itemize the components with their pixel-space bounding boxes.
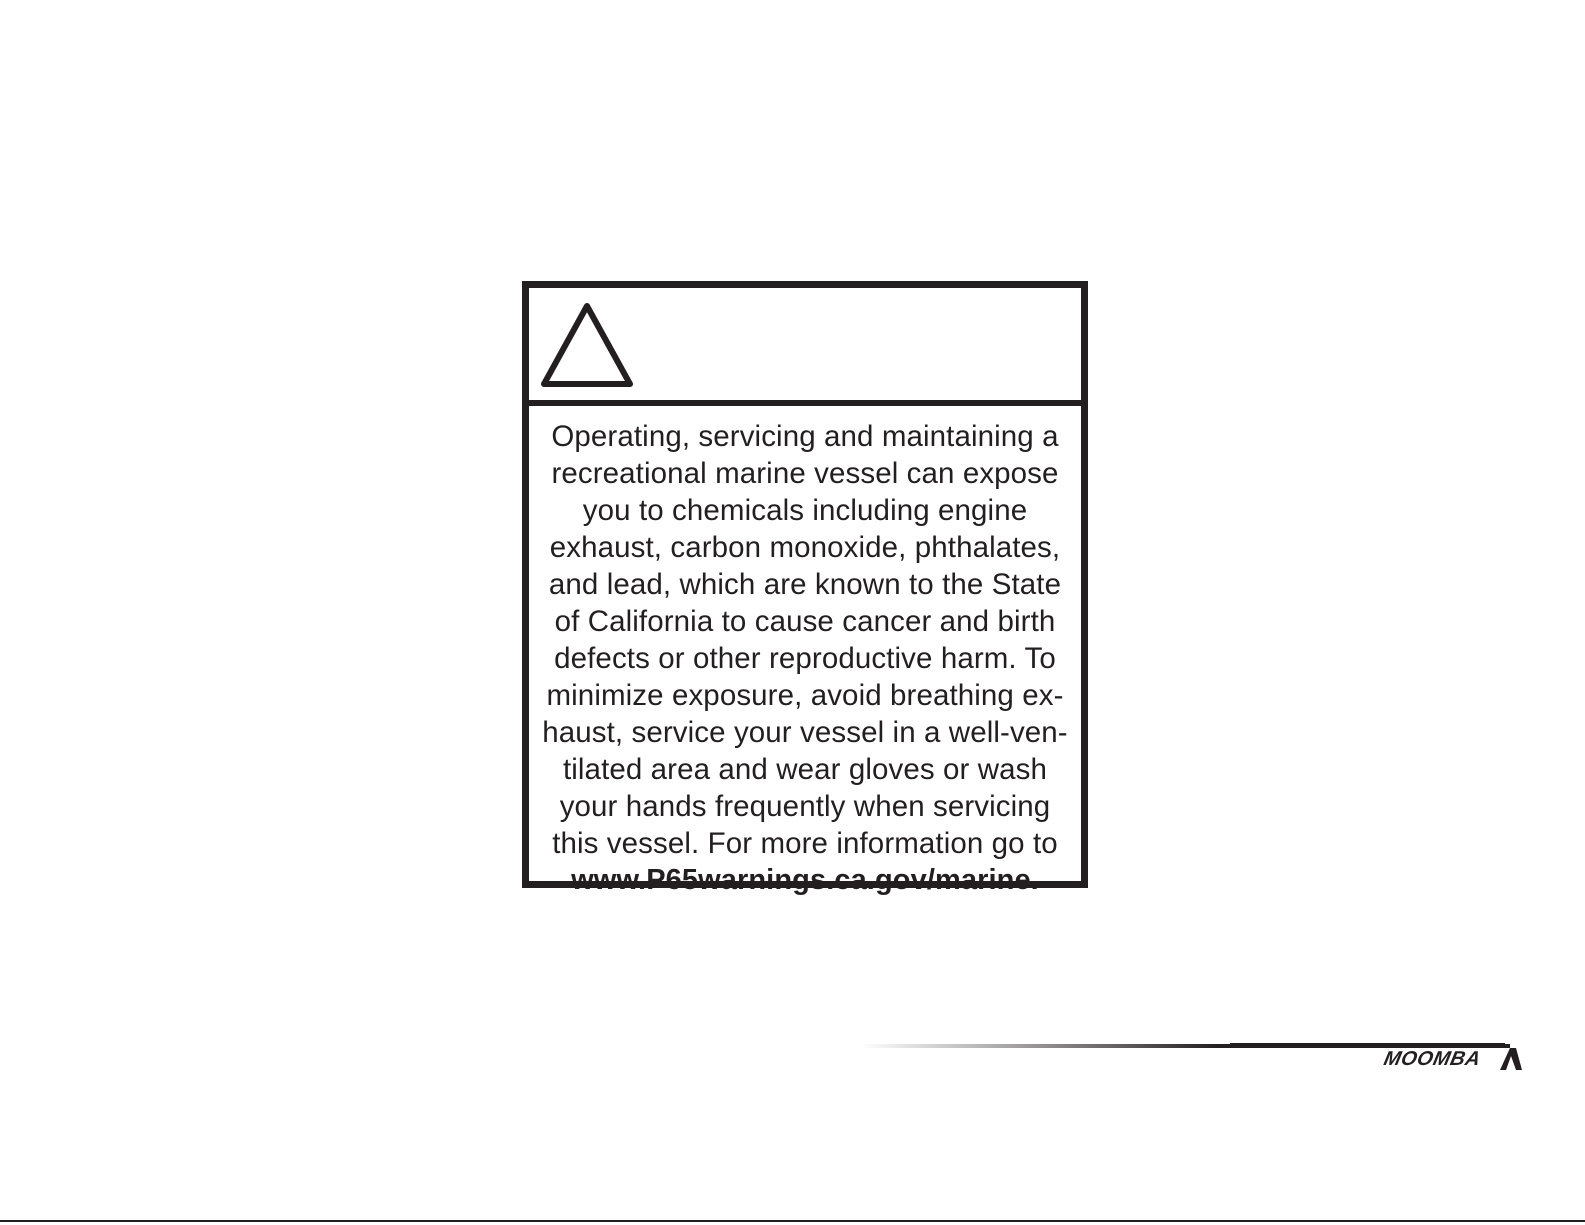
moomba-logo xyxy=(1381,1046,1524,1072)
warning-text-line: minimize exposure, avoid breathing ex- xyxy=(546,679,1064,712)
p65-warnings-link[interactable]: www.P65warnings.ca.gov/marine. xyxy=(571,864,1039,896)
warning-text-line: Operating, servicing and maintaining a xyxy=(551,420,1059,453)
page-bottom-edge xyxy=(0,1220,1585,1222)
prop65-warning-box xyxy=(522,281,1088,896)
brand-name: MOOMBA xyxy=(1381,1048,1483,1070)
warning-header xyxy=(529,288,1081,406)
warning-triangle-icon xyxy=(539,300,635,390)
warning-text-line: recreational marine vessel can expose xyxy=(551,457,1059,490)
warning-text-line: and lead, which are known to the State xyxy=(548,568,1062,601)
warning-text-line: this vessel. For more information go to xyxy=(552,827,1058,860)
warning-text-line: haust, service your vessel in a well-ven- xyxy=(542,716,1068,749)
warning-body-text xyxy=(529,406,1081,899)
warning-text-line: defects or other reproductive harm. To xyxy=(554,642,1056,675)
warning-text-line: you to chemicals including engine xyxy=(582,494,1028,527)
brand-mark-icon xyxy=(1498,1046,1524,1072)
warning-text-line: tilated area and wear gloves or wash xyxy=(562,753,1048,786)
warning-text-line: of California to cause cancer and birth xyxy=(554,605,1056,638)
warning-text-line: exhaust, carbon monoxide, phthalates, xyxy=(549,531,1061,564)
warning-text-line: your hands frequently when servicing xyxy=(559,790,1051,823)
